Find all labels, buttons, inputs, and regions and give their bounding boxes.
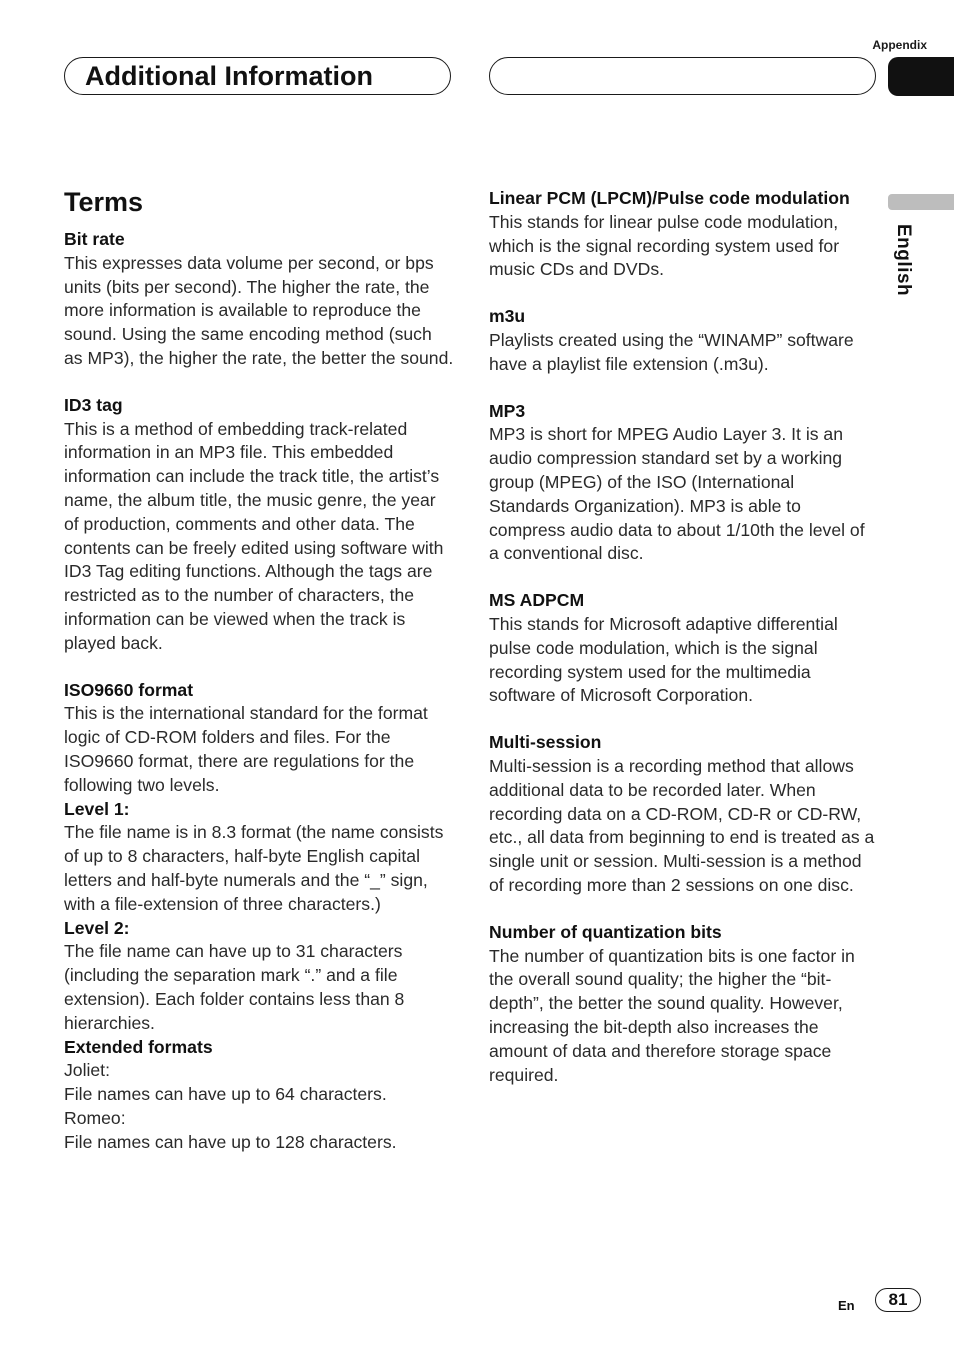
term-bit-rate	[64, 228, 454, 371]
level1-title: Level 1:	[64, 798, 130, 819]
language-label-text: English	[893, 224, 914, 297]
romeo-body: File names can have up to 128 characters.	[64, 1131, 397, 1152]
page-title: Terms	[64, 187, 144, 217]
language-label	[892, 224, 932, 314]
term-lpcm	[489, 187, 879, 282]
extended-formats-title: Extended formats	[64, 1036, 213, 1057]
level2-title: Level 2:	[64, 917, 130, 938]
section-title: Additional Information	[85, 61, 373, 91]
level2-body: The file name can have up to 31 characters (including the separation mark “.” and a file extension). Each folder contains less than 8 hierarchies.	[64, 941, 405, 1033]
language-tab	[888, 194, 954, 210]
term-body: MP3 is short for MPEG Audio Layer 3. It is an audio compression standard set by a working group (MPEG) of the ISO (International Standards Organization). MP3 is able to compress audio data to about 1/10th the level of a conventional disc.	[489, 424, 865, 564]
footer-language-code: En	[838, 1298, 855, 1313]
term-body: This is the international standard for the format logic of CD-ROM folders and files. For the ISO9660 format, there are regulations for the following two levels.	[64, 703, 428, 795]
term-title: ID3 tag	[64, 394, 123, 415]
term-body: This stands for linear pulse code modulation, which is the signal recording system used for music CDs and DVDs.	[489, 211, 840, 280]
header-empty-box	[489, 57, 876, 95]
term-title: Number of quantization bits	[489, 921, 722, 942]
appendix-label: Appendix	[872, 38, 927, 52]
term-id3-tag	[64, 394, 454, 656]
term-title: Bit rate	[64, 229, 125, 249]
joliet-body: File names can have up to 64 characters.	[64, 1084, 387, 1105]
term-body: The number of quantization bits is one factor in the overall sound quality; the higher the “bit-depth”, the better the sound quality. However, increasing the bit-depth also increases the amount of data and therefore storage space required.	[489, 945, 855, 1085]
term-iso9660	[64, 679, 454, 1155]
romeo-label: Romeo:	[64, 1107, 126, 1128]
term-title: MS ADPCM	[489, 590, 585, 611]
term-body: Playlists created using the “WINAMP” software have a playlist file extension (.m3u).	[489, 329, 854, 374]
term-title: ISO9660 format	[64, 679, 194, 700]
term-body: This stands for Microsoft adaptive differential pulse code modulation, which is the signal recording system used for the multimedia software of Microsoft Corporation.	[489, 613, 838, 706]
page-number: 81	[875, 1288, 921, 1312]
chapter-tab	[888, 57, 954, 96]
term-multi-session	[489, 731, 879, 898]
level1-body: The file name is in 8.3 format (the name consists of up to 8 characters, half-byte English capital letters and half-byte numerals and the “_” sign, with a file-extension of three characters.)	[64, 822, 444, 914]
term-body: This is a method of embedding track-related information in an MP3 file. This embedded information can include the track title, the artist’s name, the album title, the music genre, the year of production, comments and other data. The contents can be freely edited using software with ID3 Tag editing functions. Although the tags are restricted as to the number of characters, the information can be viewed when the track is played back.	[64, 418, 444, 653]
term-body: Multi-session is a recording method that allows additional data to be recorded later. When recording data on a CD-ROM, CD-R or CD-RW, etc., all data from beginning to end is treated as a single unit or session. Multi-session is a method of recording more than 2 sessions on one disc.	[489, 755, 875, 895]
term-title: m3u	[489, 306, 526, 327]
left-column	[64, 186, 454, 1177]
term-m3u	[489, 305, 879, 376]
term-title: Linear PCM (LPCM)/Pulse code modulation	[489, 188, 850, 208]
joliet-label: Joliet:	[64, 1060, 110, 1081]
term-ms-adpcm	[489, 589, 879, 708]
section-header-box	[64, 57, 451, 95]
term-title: MP3	[489, 400, 526, 421]
term-title: Multi-session	[489, 732, 602, 753]
term-quantization-bits	[489, 921, 879, 1088]
term-mp3	[489, 400, 879, 567]
right-column	[489, 187, 879, 1110]
term-body: This expresses data volume per second, or bps units (bits per second). The higher the rate, the more information is available to reproduce the sound. Using the same encoding method (such as MP3), the higher the rate, the better the sound.	[64, 252, 454, 368]
